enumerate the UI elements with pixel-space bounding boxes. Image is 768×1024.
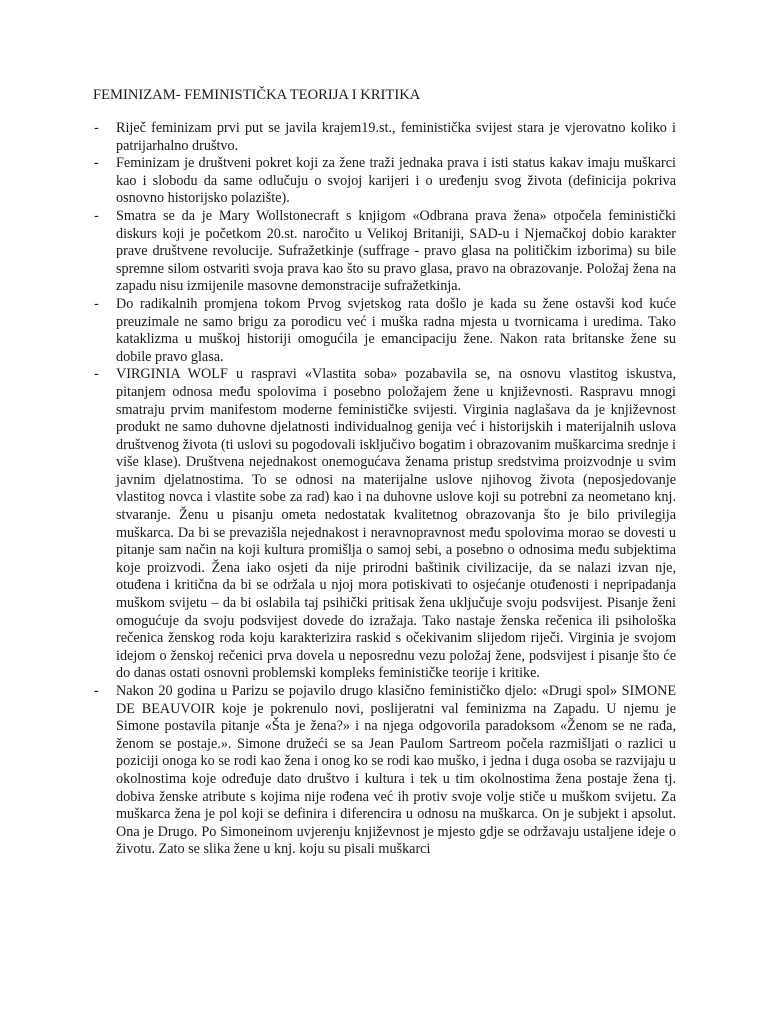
list-item-text: Do radikalnih promjena tokom Prvog svjetskog rata došlo je kada su žene ostavši kod kuće preuzimale ne samo brigu za porodicu već i muška radna mjesta u tvornicama i uredima. Tako kataklizma u muškoj historiji omogućila je emancipaciju žene. Nakon rata britanske žene su dobile pravo glasa. [116, 295, 676, 365]
list-item-text: Nakon 20 godina u Parizu se pojavilo drugo klasično feminističko djelo: «Drugi spol» SIMONE DE BEAUVOIR koje je pokrenulo novi, poslijeratni val feminizma na Zapadu. U njemu je Simone postavila pitanje «Šta je žena?» i na njega odgovorila paradoksom «Ženom se ne rađa, ženom se postaje.». Simone družeći se sa Jean Paulom Sartreom počela razmišljati o razlici u poziciji onoga ko se rodi kao žena i onog ko se rodi kao muško, i jedna i duga osoba se razvijaju u okolnostima koje određuje dato društvo i kultura i tek u tim okolnostima žena postaje žena tj. dobiva ženske atribute s kojima nije rođena već ih protiv svoje volje stiče u muškom svijetu. Za muškarca žena je pol koji se definira i diferencira u odnosu na muškarca. On je subjekt i apsolut. Ona je Drugo. Po Simoneinom uvjerenju književnost je mjesto gdje se održavaju ustaljene ideje o životu. Zato se slika žene u knj. koju su pisali muškarci [116, 683, 676, 858]
bullet-dash: - [94, 120, 99, 136]
list-item [94, 683, 676, 859]
list-item [94, 207, 676, 296]
bullet-dash: - [94, 207, 99, 224]
bullet-dash: - [94, 683, 99, 699]
list-item [94, 155, 676, 208]
bullet-list [94, 120, 676, 859]
document-title: FEMINIZAM- FEMINISTIČKA TEORIJA I KRITIKA [93, 87, 421, 103]
list-item [94, 295, 676, 366]
bullet-dash: - [94, 155, 99, 172]
bullet-dash: - [94, 366, 99, 383]
list-item-text: VIRGINIA WOLF u raspravi «Vlastita soba» pozabavila se, na osnovu vlastitog iskustva, pitanjem odnosa među spolovima i posebno položajem žene u književnosti. Raspravu mnogi smatraju prvim manifestom moderne feminističke svijesti. Virginia naglašava da je književnost produkt ne samo duhovne djelatnosti individualnog genija već i historijskih i materijalnih uslova društvenog života (ti uslovi su pogodovali isključivo bogatim i obrazovanim muškarcima srednje i više klase). Društvena nejednakost onemogućava ženama pristup sredstvima proizvodnje u svim javnim djelatnostima. To se odnosi na materijalne uslove njihovog života (neposjedovanje vlastitog novca i vlastite sobe za rad) kao i na duhovne uslove koji su potrebni za neometano knj. stvaranje. Ženu u pisanju ometa nedostatak kvalitetnog obrazovanja što je bilo privilegija muškarca. Da bi se prevazišla nejednakost i neravnopravnost među spolovima morao se dovesti u pitanje sam način na koji kultura promišlja o samoj sebi, a posebno o odnosima među subjektima koje proizvodi. Žena iako osjeti da nije prirodni baštinik civilizacije, da se nalazi izvan nje, otuđena i kritična da bi se održala u njoj mora potiskivati to osjećanje otuđenosti i nepripadanja muškom svijetu – da bi oslabila taj psihički pritisak žena uključuje svoju podsvijest. Pisanje ženi omogućuje da svoju podsvijest dovede do izražaja. Tako nastaje ženska rečenica ili psihološka rečenica ženskog roda koju karakterizira raskid s očekivanim slijedom riječi. Virginia je svojom idejom o ženskoj rečenici prva dovela u neposrednu vezu položaj žene, podsvijest i pisanje što će do danas ostati osnovni problemski kompleks feminističke teorije i kritike. [116, 366, 676, 682]
bullet-dash: - [94, 295, 99, 312]
list-item [94, 120, 676, 155]
list-item-text: Smatra se da je Mary Wollstonecraft s knjigom «Odbrana prava žena» otpočela feministički diskurs koji je početkom 20.st. naročito u Velikoj Britaniji, SAD-u i Njemačkoj dobio karakter prave društvene revolucije. Sufražetkinje (suffrage - pravo glasa na političkim izborima) su bile spremne silom ostvariti svoja prava kao što su pravo glasa, pravo na obrazovanje. Položaj žena na zapadu nisu izmijenile masovne demonstracije sufražetkinja. [116, 207, 676, 295]
list-item-text: Riječ feminizam prvi put se javila krajem19.st., feministička svijest stara je vjerovatno koliko i patrijarhalno društvo. [116, 120, 676, 154]
list-item-text: Feminizam je društveni pokret koji za žene traži jednaka prava i isti status kakav imaju muškarci kao i slobodu da same odlučuju o svojoj karijeri i o uređenju svog života (definicija pokriva osnovno historijsko polazište). [116, 155, 676, 207]
list-item [94, 366, 676, 683]
